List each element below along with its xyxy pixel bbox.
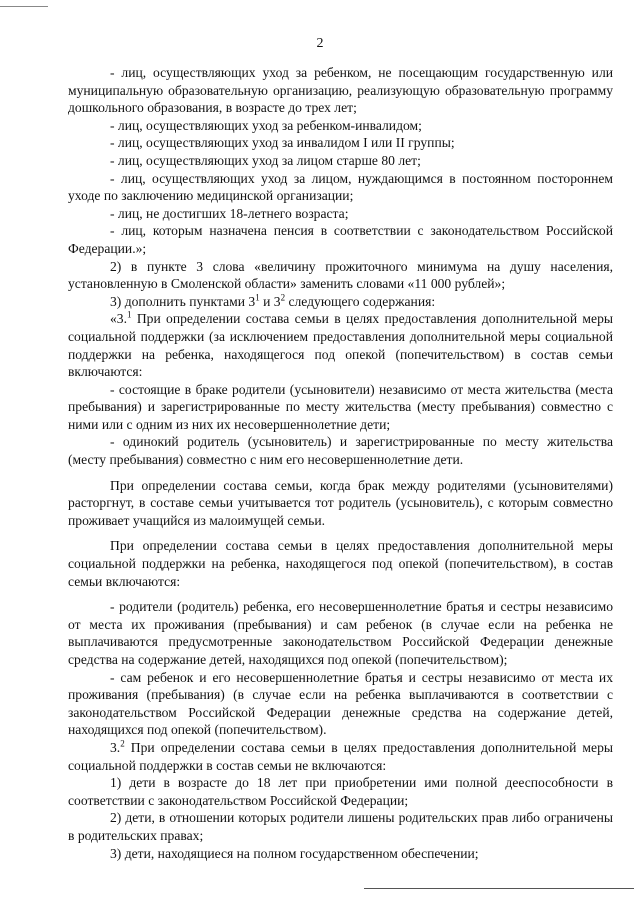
superscript: 2 xyxy=(280,292,286,303)
bottom-rule xyxy=(364,888,634,889)
paragraph: 3) дети, находящиеся на полном государственном обеспечении; xyxy=(110,845,479,861)
paragraph: - лиц, осуществляющих уход за ребенком-инвалидом; xyxy=(110,117,422,133)
paragraph: - лиц, не достигших 18-летнего возраста; xyxy=(110,205,349,221)
document-body xyxy=(68,64,613,862)
text-run: «3. xyxy=(110,311,127,327)
paragraph: При определении состава семьи, когда брак между родителями (усыновителями) расторгнут, в составе семьи учитывается тот родитель (усыновитель), с которым совместно проживает учащийся из малоимущей семьи. xyxy=(68,477,613,528)
paragraph: При определении состава семьи в целях предоставления дополнительной меры социальной поддержки на ребенка, находящегося под опекой (попечительством), в состав семьи включаются: xyxy=(68,538,613,589)
paragraph xyxy=(68,310,613,380)
paragraph: - лиц, осуществляющих уход за лицом старше 80 лет; xyxy=(110,152,421,168)
superscript: 1 xyxy=(255,292,260,303)
paragraph: - одинокий родитель (усыновитель) и зарегистрированные по месту жительства (месту пребывания) совместно с ним его несовершеннолетние дети. xyxy=(68,434,613,468)
paragraph: - лиц, осуществляющих уход за лицом, нуждающимся в постоянном постороннем уходе по заключению медицинской организации; xyxy=(68,170,613,204)
text-run: 3) дополнить пунктами 3 xyxy=(110,293,256,309)
paragraph xyxy=(68,293,613,311)
text-run: следующего содержания: xyxy=(285,293,436,309)
paragraph: - лиц, осуществляющих уход за ребенком, не посещающим государственную или муниципальную образовательную организацию, реализующую образовательную программу дошкольного образования, в возрасте до трех лет; xyxy=(68,65,613,116)
text-run: и 3 xyxy=(259,293,281,309)
page-number: 2 xyxy=(316,36,324,51)
text-run: При определении состава семьи в целях предоставления дополнительной меры социальной поддержки (за исключением предоставления дополнительной меры социальной поддержки на ребенка, находящегося под опекой (попечительством) в состав семьи включаются: xyxy=(68,311,613,380)
paragraph: 2) дети, в отношении которых родители лишены родительских прав либо ограничены в родительских правах; xyxy=(68,810,613,843)
paragraph xyxy=(68,739,613,774)
superscript: 2 xyxy=(120,738,125,749)
paragraph: 2) в пункте 3 слова «величину прожиточного минимума на душу населения, установленную в Смоленской области» заменить словами «11 000 рублей»; xyxy=(68,258,613,292)
paragraph: - сам ребенок и его несовершеннолетние братья и сестры независимо от места их проживания (пребывания) (в случае если на ребенка выплачиваются в соответствии с законодательством Российской Федерации денежные средства на содержание детей, находящихся под опекой (попечительством). xyxy=(68,669,613,738)
paragraph: - состоящие в браке родители (усыновители) независимо от места жительства (места пребывания) и зарегистрированные по месту жительства (месту пребывания) совместно с ними или с одним из них их несовершеннолетние дети; xyxy=(68,381,613,432)
superscript: 1 xyxy=(127,309,132,320)
paragraph: - лиц, осуществляющих уход за инвалидом I или II группы; xyxy=(110,135,455,151)
top-rule xyxy=(0,6,48,7)
paragraph: - родители (родитель) ребенка, его несовершеннолетние братья и сестры независимо от места их проживания (пребывания) и сам ребенок (в случае если на ребенка не выплачиваются предусмотренные законодательством Российской Федерации денежные средства на содержание детей, находящихся под опекой (попечительством); xyxy=(68,599,613,667)
text-run: 3. xyxy=(110,739,121,755)
paragraph: - лиц, которым назначена пенсия в соответствии с законодательством Российской Федерации.»; xyxy=(68,223,613,256)
text-run: При определении состава семьи в целях предоставления дополнительной меры социальной поддержки в состав семьи не включаются: xyxy=(68,739,613,773)
paragraph: 1) дети в возрасте до 18 лет при приобретении ими полной дееспособности в соответствии с законодательством Российской Федерации; xyxy=(68,775,613,808)
